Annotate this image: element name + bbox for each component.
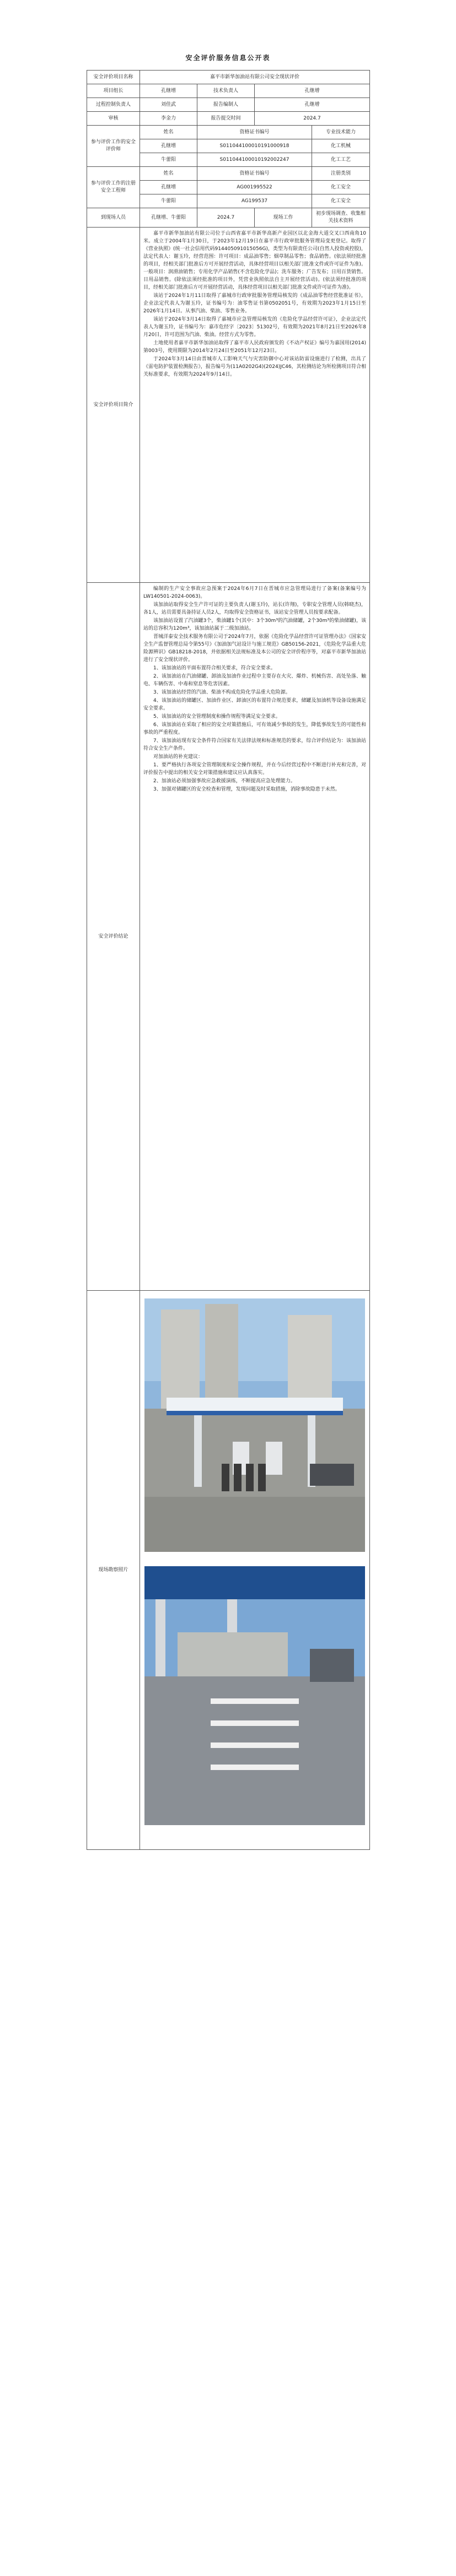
role-leader-name: 孔继增	[140, 84, 197, 98]
photos-row	[87, 1291, 370, 1850]
conclusion-paragraph: 3、该加油站经营的汽油、柴油不构成危险化学品重大危险源。	[153, 690, 291, 695]
engineers-col-cert: 资格证书编号	[197, 167, 312, 181]
engineers-label: 参与评价工作的注册安全工程师	[87, 167, 140, 208]
participant-field: 化工工艺	[312, 153, 370, 167]
project-name-label: 安全评价项目名称	[87, 71, 140, 84]
participant-cert: S011044100010191000918	[197, 139, 312, 153]
review-label: 审核	[87, 112, 140, 126]
conclusion-paragraph: 5、该加油站的安全管理制度和操作规程等满足安全要求。	[153, 714, 281, 719]
role-tech-name: 孔继增	[255, 84, 370, 98]
engineers-header-row	[87, 167, 370, 181]
site-visit-label: 到现场人员	[87, 208, 140, 228]
intro-paragraph: 该站于2024年1月11日取得了嘉城市行政审批服务管理局核发的《成品油零售经营批准证书》，企业法定代表人为谢玉玲，证书编号为：油零售证书第0502051号，有效期为2023年1月15日至2026年1月14日。从事汽油、柴油、零售业务。	[143, 293, 367, 314]
site-visit-time: 2024.7	[197, 208, 255, 228]
conclusion-paragraph: 晋城洋泰安全技术服务有限公司于2024年7月，依据《危险化学品经营许可证管理办法》《国家安全生产监督管理总局令第55号》《加油加气站设计与施工规范》GB50156-2021，《危险化学品重大危险源辨识》GB18218-2018，并依据相关法规标准及本公司的安全评价程序等，对嘉平市新华加油站进行了安全现状评价。	[143, 634, 367, 663]
conclusion-paragraph: 1、该加油站的平面布置符合相关要求，符合安全要求。	[153, 665, 276, 671]
participants-header-row	[87, 126, 370, 139]
project-intro-content	[140, 228, 370, 583]
conclusion-paragraph: 对加油站的补充建议：	[153, 754, 203, 760]
role-tech-label: 技术负责人	[197, 84, 255, 98]
site-visit-task: 初步现场调查、收集相关技术资料	[312, 208, 370, 228]
site-visit-task-label: 现场工作	[255, 208, 312, 228]
report-submit-label: 报告提交时间	[197, 112, 255, 126]
photos-label: 现场勘察照片	[87, 1291, 140, 1850]
conclusion-paragraph: 2、该加油站在汽油储罐、卸油及加油作业过程中主要存在火灾、爆炸、机械伤害、高处坠落、触电、车辆伤害、中毒和窒息等危害因素。	[143, 674, 367, 687]
process-control-name: 刘佳武	[140, 98, 197, 112]
project-intro-row	[87, 228, 370, 583]
document-title: 安全评价服务信息公开表	[185, 54, 271, 62]
participant-field: 化工机械	[312, 139, 370, 153]
process-control-row	[87, 98, 370, 112]
project-name-row	[87, 71, 370, 84]
engineer-name: 牛蕾阳	[140, 194, 197, 208]
conclusion-paragraph: 7、该加油站现有安全条件符合国家有关法律法规和标准规范的要求，综合评价结论为：该加油站符合安全生产条件。	[143, 738, 367, 751]
participants-label: 参与评价工作的安全评价师	[87, 126, 140, 167]
project-name-value: 嘉平市新华加油站有限公司安全现状评价	[140, 71, 370, 84]
conclusion-label: 安全评价结论	[87, 583, 140, 1291]
review-row	[87, 112, 370, 126]
info-table	[87, 70, 370, 1850]
engineer-cert: AG199537	[197, 194, 312, 208]
engineer-field: 化工安全	[312, 194, 370, 208]
conclusion-content	[140, 583, 370, 1291]
intro-paragraph: 该站于2024年3月14日取得了嘉城市应急管理局核发的《危险化学品经营许可证》，企业法定代表人为谢玉玲，证书编号为：嘉市危经字〔2023〕51302号，有效期为2021年8月21日至2026年8月20日，许可范围为汽油、柴油。经营方式为零售。	[143, 317, 367, 338]
engineers-col-name: 姓名	[140, 167, 197, 181]
site-visit-people: 孔继增、牛蕾阳	[140, 208, 197, 228]
conclusion-paragraph: 6、该加油站在采取了相应的安全对策措施后，可有效减少事故的发生，降低事故发生的可能性和事故的严重程度。	[143, 722, 367, 735]
yard-photo-image	[144, 1566, 365, 1825]
report-writer-label: 报告编制人	[197, 98, 255, 112]
report-writer-name: 孔继增	[255, 98, 370, 112]
engineers-col-field: 注册类别	[312, 167, 370, 181]
engineer-field: 化工安全	[312, 181, 370, 194]
conclusion-paragraph: 3、加强对储罐区的安全检查和管理，发现问题及时采取措施，消除事故隐患于未然。	[153, 787, 340, 792]
participants-col-name: 姓名	[140, 126, 197, 139]
engineer-name: 孔继增	[140, 181, 197, 194]
intro-paragraph: 土地使用者嘉平市新华加油站取得了嘉平市人民政府颁发的《不动产权证》编号为嘉国用(2014)第003号，使用期限为2014年2月24日至2051年12月23日。	[143, 340, 367, 354]
role-header-row	[87, 84, 370, 98]
conclusion-row	[87, 583, 370, 1291]
participants-col-field: 专业技术能力	[312, 126, 370, 139]
document-page	[87, 53, 369, 1850]
process-control-label: 过程控制负责人	[87, 98, 140, 112]
participant-name: 牛蕾阳	[140, 153, 197, 167]
report-submit-time: 2024.7	[255, 112, 370, 126]
conclusion-paragraph: 4、该加油站的储罐区、加油作业区、卸油区的布置符合规范要求，储罐及加油机等设备设施满足安全要求。	[143, 698, 367, 711]
station-photo-image	[144, 1298, 365, 1552]
site-photo-yard	[144, 1566, 365, 1825]
review-name: 李金力	[140, 112, 197, 126]
engineer-cert: AG001995522	[197, 181, 312, 194]
conclusion-paragraph: 1、要严格执行各项安全管理制度和安全操作规程，并在今后经营过程中不断进行补充和完善，对评价报告中提出的相关安全对策措施和建议应认真落实。	[143, 762, 367, 776]
site-photo-station	[144, 1298, 365, 1552]
site-visit-row	[87, 208, 370, 228]
intro-paragraph: 嘉平市新华加油站有限公司位于山西省嘉平市新华高新产业园区以北金海大道交叉口西南角10米。成立于2004年1月30日，于2023年12月19日在嘉平市行政审批服务管理局变更登记。取得了《营业执照》(统一社会信用代码914405091015056G)，类型为有限责任公司(自然人投资或控股)，法定代表人：谢玉玲，经营范围：许可项目：成品油零售；烟草制品零售；食品销售。(依法须经批准的项目，经相关部门批准后方可开展经营活动，具体经营项目以相关部门批准文件或许可证件为准)。一般项目：润滑油销售；专用化学产品销售(不含危险化学品)；洗车服务；广告发布；日用百货销售。日用品销售。(除依法须经批准的项目外，凭营业执照依法自主开展经营活动)。(依法须经批准的项目，经相关部门批准后方可开展经营活动，具体经营项目以相关部门批准文件或许可证件为准)。	[143, 231, 367, 290]
participant-name: 孔继增	[140, 139, 197, 153]
participants-col-cert: 资格证书编号	[197, 126, 312, 139]
role-leader-label: 项目组长	[87, 84, 140, 98]
intro-paragraph: 于2024年3月14日由晋城市人工影响天气与灾害防御中心对该站防雷设施进行了检测，出具了《雷电防护装置检测报告》，报告编号为(11A0202G4)(2024)JC46，其检测结论为所检测项目符合相关标准要求，有效期为2024年9月14日。	[143, 356, 367, 377]
conclusion-paragraph: 该加油站设置了汽油罐3个，柴油罐1个(其中：3个30m³的汽油储罐，2个30m³的柴油储罐)，该站的总容积为120m³，该加油站属于二级加油站。	[143, 618, 367, 631]
conclusion-paragraph: 2、加油站必须加强事故应急救援演练，不断提高应急处理能力。	[153, 778, 296, 784]
participant-cert: S011044100010192002247	[197, 153, 312, 167]
conclusion-paragraph: 编制的生产安全事故应急预案于2024年6月7日在晋城市应急管理局进行了备案(备案编号为LW140501-2024-0063)。	[143, 586, 367, 599]
project-intro-label: 安全评价项目简介	[87, 228, 140, 583]
photos-content	[140, 1291, 370, 1850]
conclusion-paragraph: 该加油站取得安全生产许可证的主要负责人(谢玉玲)，站长(许翔)，专职安全管理人员(韩晓杰)，各1人，站员需要具备持证人员2人，均取得安全资格证书，该站安全管理人员按要求配备。	[143, 602, 367, 615]
